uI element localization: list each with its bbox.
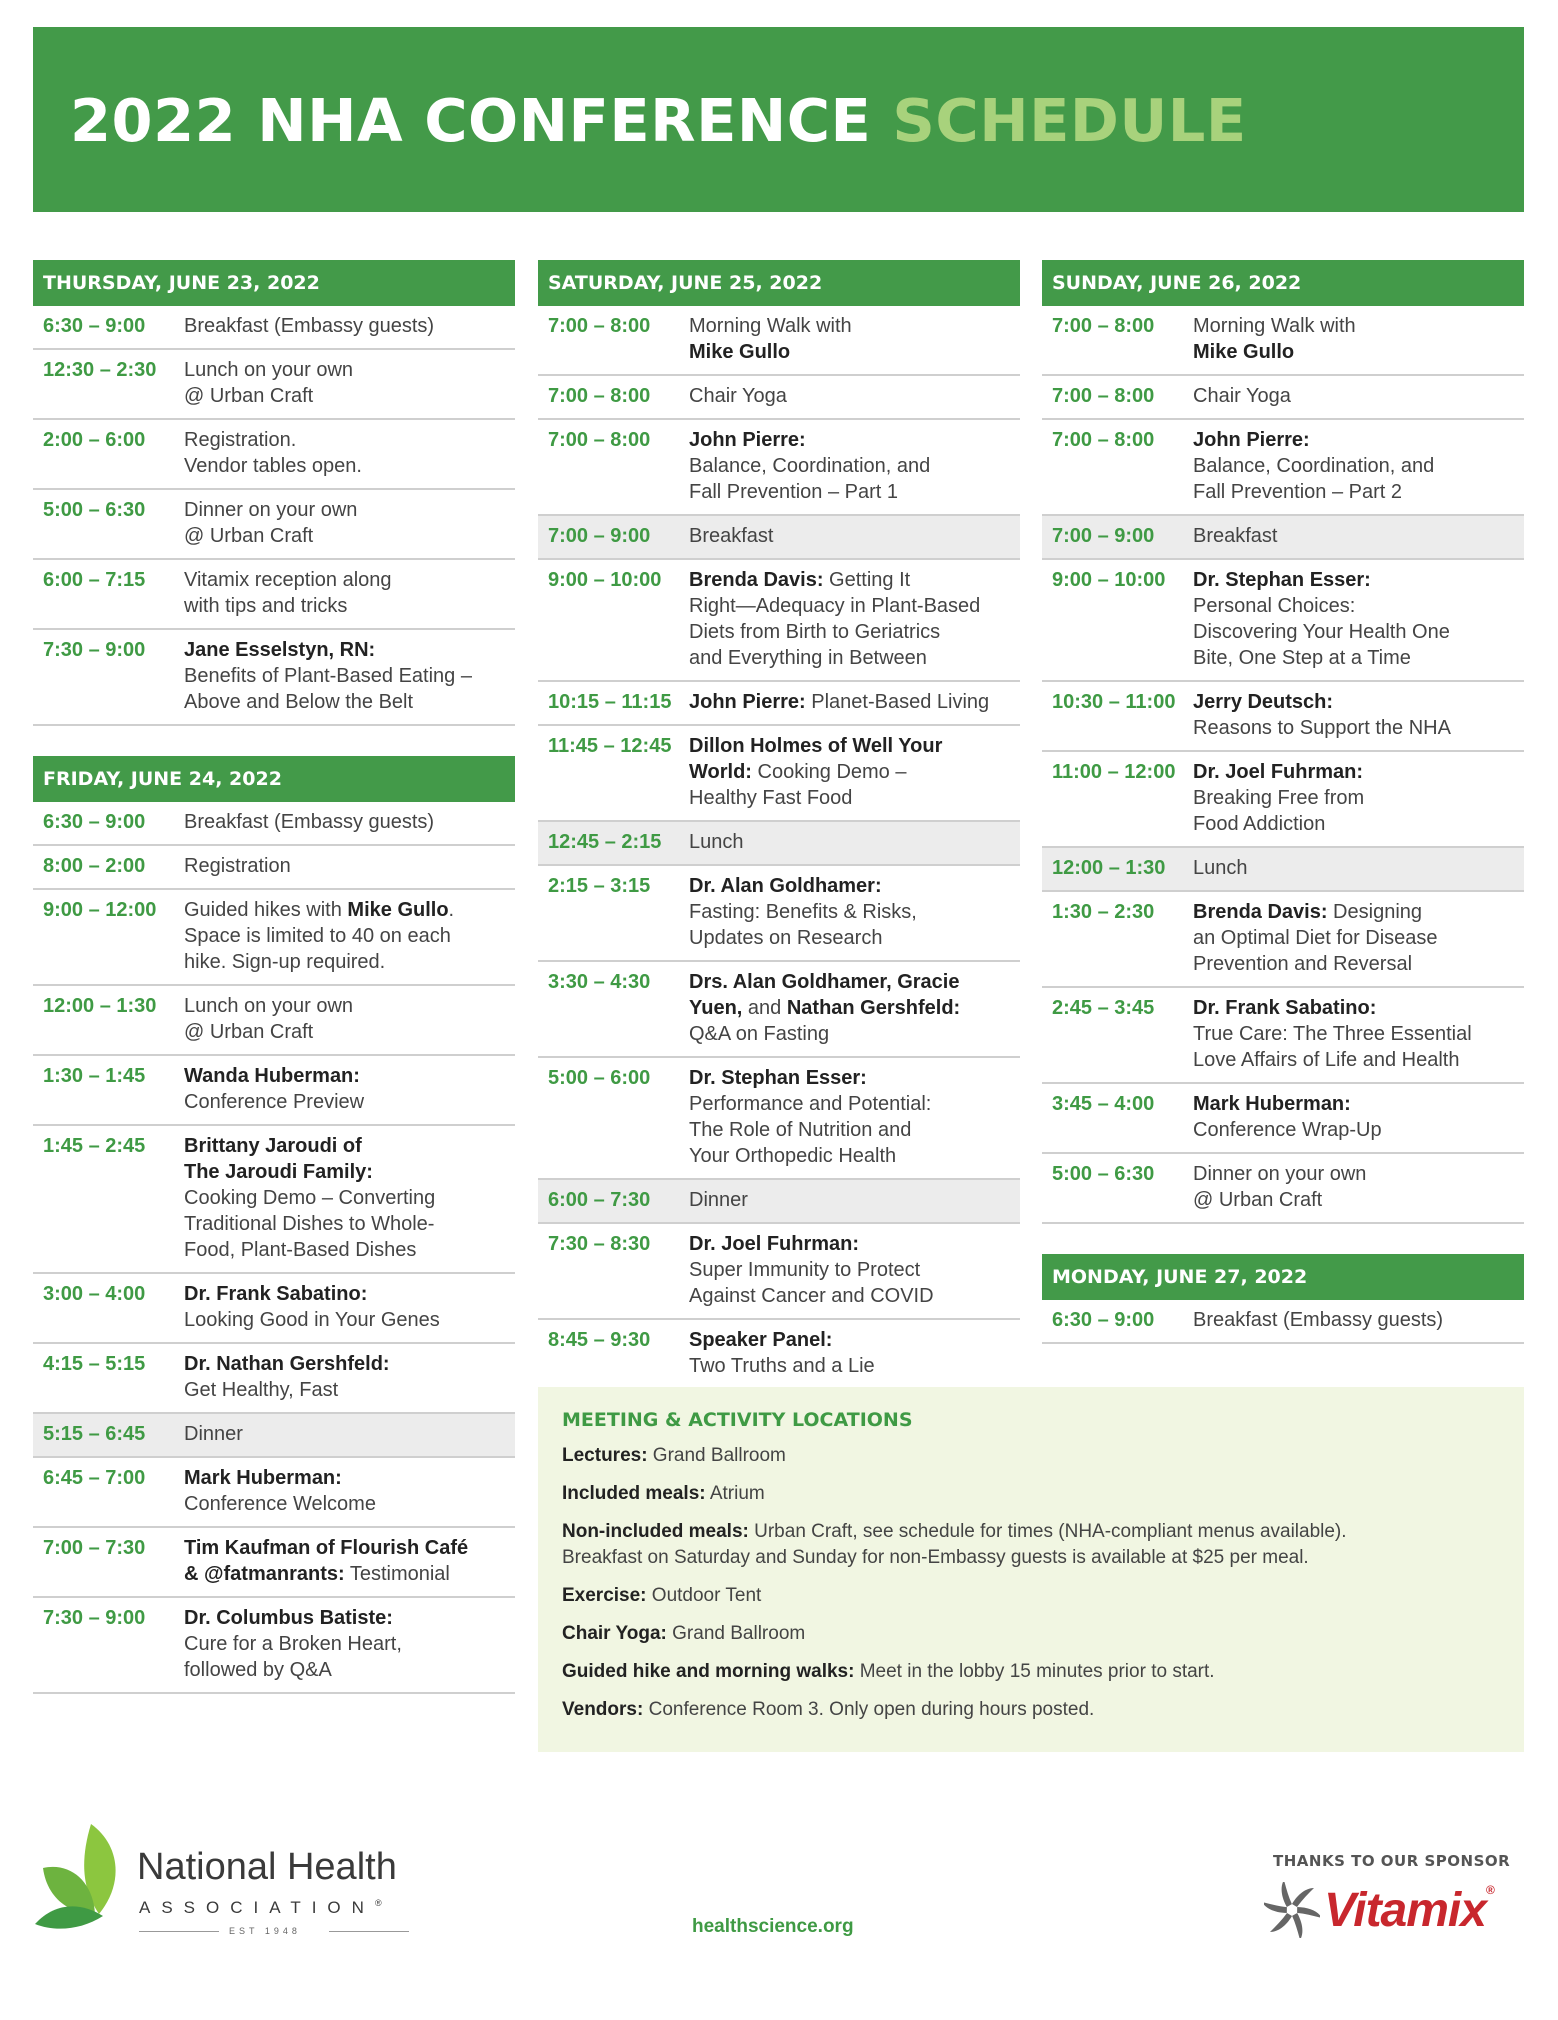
schedule-row xyxy=(33,1126,515,1274)
row-event xyxy=(184,897,515,975)
row-time: 10:30 – 11:00 xyxy=(1052,691,1176,713)
column-middle xyxy=(538,260,1020,1390)
row-event xyxy=(184,1281,515,1333)
speaker-name: Mark Huberman: xyxy=(1193,1093,1351,1115)
row-time: 6:00 – 7:15 xyxy=(43,569,146,591)
row-time: 6:30 – 9:00 xyxy=(43,315,146,337)
vitamix-swirl-icon xyxy=(1264,1882,1320,1938)
schedule-row xyxy=(538,306,1020,376)
speaker-name: Brenda Davis: xyxy=(1193,901,1328,923)
row-event xyxy=(689,1327,1020,1379)
row-time: 12:00 – 1:30 xyxy=(43,995,157,1017)
location-label: Non-included meals: xyxy=(562,1521,749,1542)
row-event xyxy=(184,1351,515,1403)
row-event xyxy=(184,1535,515,1587)
row-event: Dinner xyxy=(184,1423,243,1445)
row-time: 1:30 – 1:45 xyxy=(43,1065,146,1087)
row-event: Breakfast (Embassy guests) xyxy=(184,811,435,833)
schedule-row xyxy=(538,1180,1020,1224)
speaker-name: Jane Esselstyn, RN: xyxy=(184,639,376,661)
schedule-row xyxy=(538,376,1020,420)
day-header-saturday: SATURDAY, JUNE 25, 2022 xyxy=(538,260,1020,306)
row-event xyxy=(689,567,1020,671)
row-time: 1:30 – 2:30 xyxy=(1052,901,1155,923)
speaker-name: John Pierre: xyxy=(689,691,806,713)
speaker-name: Brittany Jaroudi of The Jaroudi Family: xyxy=(184,1135,373,1183)
row-time: 12:00 – 1:30 xyxy=(1052,857,1166,879)
row-time: 6:45 – 7:00 xyxy=(43,1467,146,1489)
session-title: Q&A on Fasting xyxy=(689,1023,830,1045)
row-time: 5:15 – 6:45 xyxy=(43,1423,146,1445)
row-event xyxy=(1193,689,1524,741)
location-text: Atrium xyxy=(705,1483,765,1504)
nha-association-word: ASSOCIATION xyxy=(139,1898,375,1917)
location-text: Outdoor Tent xyxy=(646,1585,762,1606)
schedule-row xyxy=(33,1458,515,1528)
schedule-row xyxy=(33,1528,515,1598)
speaker-name: Dr. Frank Sabatino: xyxy=(1193,997,1377,1019)
session-title: Conference Welcome xyxy=(184,1493,376,1515)
registered-mark: ® xyxy=(374,1898,382,1908)
row-event: Dinner on your own @ Urban Craft xyxy=(184,499,358,547)
thursday-rows xyxy=(33,306,515,726)
row-event: Breakfast xyxy=(689,525,774,547)
speaker-name: Jerry Deutsch: xyxy=(1193,691,1334,713)
location-label: Included meals: xyxy=(562,1483,706,1504)
session-title: Getting It Right—Adequacy in Plant-Based Diets from Birth to Geriatrics and Everything in Between xyxy=(689,569,981,669)
location-item xyxy=(562,1443,1500,1469)
schedule-row xyxy=(1042,516,1524,560)
speaker-name: John Pierre: xyxy=(1193,429,1310,451)
row-time: 9:00 – 12:00 xyxy=(43,899,157,921)
row-time: 9:00 – 10:00 xyxy=(548,569,662,591)
row-event xyxy=(689,733,1020,811)
row-event: Registration xyxy=(184,855,291,877)
row-event xyxy=(184,1605,515,1683)
row-event: Breakfast (Embassy guests) xyxy=(1193,1309,1444,1331)
session-title: Two Truths and a Lie xyxy=(689,1355,875,1377)
schedule-row xyxy=(33,350,515,420)
session-text: and xyxy=(742,997,787,1019)
sunday-rows xyxy=(1042,306,1524,1224)
schedule-row xyxy=(1042,988,1524,1084)
schedule-row xyxy=(33,846,515,890)
speaker-name: John Pierre: xyxy=(689,429,806,451)
title-part-1: 2022 NHA CONFERENCE xyxy=(70,86,872,155)
schedule-row xyxy=(1042,848,1524,892)
location-label: Vendors: xyxy=(562,1699,644,1720)
row-time: 7:00 – 9:00 xyxy=(548,525,651,547)
row-time: 7:00 – 8:00 xyxy=(1052,385,1155,407)
sponsor-name: Vitamix xyxy=(1324,1884,1486,1937)
speaker-name: Dr. Alan Goldhamer: xyxy=(689,875,882,897)
session-title: Benefits of Plant-Based Eating – Above and Below the Belt xyxy=(184,665,472,713)
location-item xyxy=(562,1583,1500,1609)
schedule-row xyxy=(538,1058,1020,1180)
row-time: 5:00 – 6:30 xyxy=(43,499,146,521)
speaker-name: Dr. Frank Sabatino: xyxy=(184,1283,368,1305)
row-time: 7:30 – 9:00 xyxy=(43,639,146,661)
day-header-sunday: SUNDAY, JUNE 26, 2022 xyxy=(1042,260,1524,306)
row-event: Lunch on your own @ Urban Craft xyxy=(184,995,354,1043)
row-time: 7:00 – 8:00 xyxy=(548,315,651,337)
column-left xyxy=(33,260,515,1694)
row-event xyxy=(689,1065,1020,1169)
location-text: Meet in the lobby 15 minutes prior to start. xyxy=(854,1661,1215,1682)
session-title: Performance and Potential: The Role of Nutrition and Your Orthopedic Health xyxy=(689,1093,932,1167)
row-time: 9:00 – 10:00 xyxy=(1052,569,1166,591)
schedule-row xyxy=(1042,682,1524,752)
session-title: Conference Preview xyxy=(184,1091,365,1113)
nha-association xyxy=(139,1898,382,1918)
row-time: 11:00 – 12:00 xyxy=(1052,761,1176,783)
row-time: 8:00 – 2:00 xyxy=(43,855,146,877)
row-event xyxy=(1193,567,1524,671)
day-header-thursday: THURSDAY, JUNE 23, 2022 xyxy=(33,260,515,306)
location-label: Chair Yoga: xyxy=(562,1623,667,1644)
schedule-row xyxy=(1042,1084,1524,1154)
session-title: Personal Choices: Discovering Your Health One Bite, One Step at a Time xyxy=(1193,595,1450,669)
schedule-row xyxy=(33,1274,515,1344)
vitamix-logo xyxy=(1264,1880,1526,1940)
schedule-row xyxy=(33,560,515,630)
divider xyxy=(139,1931,219,1932)
session-text: Morning Walk with xyxy=(689,315,852,337)
row-event xyxy=(1193,759,1524,837)
session-title: Balance, Coordination, and Fall Prevention – Part 2 xyxy=(1193,455,1435,503)
row-event: Lunch xyxy=(1193,857,1248,879)
speaker-name: Mike Gullo xyxy=(1193,341,1295,363)
row-time: 7:30 – 8:30 xyxy=(548,1233,651,1255)
session-title: True Care: The Three Essential Love Affairs of Life and Health xyxy=(1193,1023,1472,1071)
schedule-row xyxy=(1042,420,1524,516)
location-text: Grand Ballroom xyxy=(647,1445,786,1466)
row-event xyxy=(1193,313,1524,365)
speaker-name: Mark Huberman: xyxy=(184,1467,342,1489)
row-time: 6:30 – 9:00 xyxy=(43,811,146,833)
session-title: Cure for a Broken Heart, followed by Q&A xyxy=(184,1633,402,1681)
session-title: Planet-Based Living xyxy=(805,691,990,713)
title-banner xyxy=(33,27,1524,212)
schedule-row xyxy=(538,962,1020,1058)
row-event: Dinner xyxy=(689,1189,748,1211)
speaker-name: Mike Gullo xyxy=(347,899,449,921)
row-event xyxy=(689,1231,1020,1309)
schedule-row xyxy=(1042,560,1524,682)
speaker-name: Wanda Huberman: xyxy=(184,1065,360,1087)
schedule-row xyxy=(538,516,1020,560)
row-event xyxy=(184,1133,515,1263)
monday-rows xyxy=(1042,1300,1524,1344)
row-event: Dinner on your own @ Urban Craft xyxy=(1193,1163,1367,1211)
row-time: 7:00 – 8:00 xyxy=(1052,315,1155,337)
row-event: Chair Yoga xyxy=(1193,385,1291,407)
speaker-name: Dr. Joel Fuhrman: xyxy=(1193,761,1364,783)
title-part-2: SCHEDULE xyxy=(892,86,1247,155)
schedule-row xyxy=(33,490,515,560)
row-time: 3:30 – 4:30 xyxy=(548,971,651,993)
schedule-row xyxy=(33,890,515,986)
location-text: Grand Ballroom xyxy=(666,1623,806,1644)
session-title: Reasons to Support the NHA xyxy=(1193,717,1451,739)
row-event xyxy=(1193,427,1524,505)
schedule-row xyxy=(538,1224,1020,1320)
row-event: Lunch xyxy=(689,831,744,853)
session-title: Cooking Demo – Healthy Fast Food xyxy=(689,761,907,809)
schedule-row xyxy=(538,420,1020,516)
speaker-name: Brenda Davis: xyxy=(689,569,824,591)
row-time: 3:00 – 4:00 xyxy=(43,1283,146,1305)
location-label: Guided hike and morning walks: xyxy=(562,1661,855,1682)
registered-mark: ® xyxy=(1485,1883,1494,1897)
row-event xyxy=(1193,995,1524,1073)
row-event: Breakfast (Embassy guests) xyxy=(184,315,435,337)
divider xyxy=(329,1931,409,1932)
schedule-row xyxy=(538,1320,1020,1390)
row-time: 6:00 – 7:30 xyxy=(548,1189,651,1211)
location-item xyxy=(562,1697,1500,1723)
location-label: Exercise: xyxy=(562,1585,647,1606)
row-event: Registration. Vendor tables open. xyxy=(184,429,362,477)
schedule-row xyxy=(1042,752,1524,848)
schedule-row xyxy=(33,802,515,846)
session-title: Designing an Optimal Diet for Disease Prevention and Reversal xyxy=(1193,901,1438,975)
row-time: 7:00 – 7:30 xyxy=(43,1537,146,1559)
row-time: 10:15 – 11:15 xyxy=(548,691,672,713)
schedule-row xyxy=(1042,306,1524,376)
session-title: Super Immunity to Protect Against Cancer and COVID xyxy=(689,1259,934,1307)
location-text: Urban Craft, see schedule for times (NHA-compliant menus available). Breakfast on Saturday and Sunday for non-Embassy guests is available at $25 per meal. xyxy=(562,1521,1347,1568)
row-time: 7:00 – 8:00 xyxy=(548,385,651,407)
location-item xyxy=(562,1659,1500,1685)
schedule-row xyxy=(1042,1154,1524,1224)
schedule-row xyxy=(33,306,515,350)
row-time: 12:30 – 2:30 xyxy=(43,359,157,381)
speaker-name: Mike Gullo xyxy=(689,341,791,363)
schedule-row xyxy=(33,630,515,726)
row-event xyxy=(1193,1091,1524,1143)
day-header-monday: MONDAY, JUNE 27, 2022 xyxy=(1042,1254,1524,1300)
speaker-name: Speaker Panel: xyxy=(689,1329,833,1351)
speaker-name: Dillon Holmes of Well Your World: xyxy=(689,735,943,783)
schedule-row xyxy=(538,726,1020,822)
schedule-row xyxy=(33,1598,515,1694)
row-event xyxy=(689,689,1020,715)
session-title: Fasting: Benefits & Risks, Updates on Research xyxy=(689,901,917,949)
location-item xyxy=(562,1621,1500,1647)
row-event xyxy=(184,637,515,715)
session-title: Cooking Demo – Converting Traditional Dishes to Whole- Food, Plant-Based Dishes xyxy=(184,1187,436,1261)
row-event: Vitamix reception along with tips and tricks xyxy=(184,569,392,617)
row-time: 8:45 – 9:30 xyxy=(548,1329,651,1351)
vitamix-wordmark xyxy=(1324,1883,1494,1938)
speaker-name: Dr. Nathan Gershfeld: xyxy=(184,1353,390,1375)
location-label: Lectures: xyxy=(562,1445,648,1466)
row-time: 3:45 – 4:00 xyxy=(1052,1093,1155,1115)
session-title: Balance, Coordination, and Fall Prevention – Part 1 xyxy=(689,455,931,503)
row-time: 5:00 – 6:30 xyxy=(1052,1163,1155,1185)
row-event xyxy=(184,1465,515,1517)
schedule-row xyxy=(538,866,1020,962)
locations-panel xyxy=(538,1387,1524,1752)
nha-name: National Health xyxy=(137,1846,397,1888)
row-event: Lunch on your own @ Urban Craft xyxy=(184,359,354,407)
schedule-row xyxy=(1042,892,1524,988)
speaker-name: Dr. Stephan Esser: xyxy=(689,1067,867,1089)
schedule-row xyxy=(538,822,1020,866)
row-time: 2:15 – 3:15 xyxy=(548,875,651,897)
row-event xyxy=(689,969,1020,1047)
schedule-row xyxy=(538,682,1020,726)
locations-title: MEETING & ACTIVITY LOCATIONS xyxy=(562,1409,913,1431)
speaker-name: Dr. Stephan Esser: xyxy=(1193,569,1371,591)
nha-logo xyxy=(33,1822,433,1942)
row-time: 2:00 – 6:00 xyxy=(43,429,146,451)
schedule-row xyxy=(1042,376,1524,420)
row-event xyxy=(1193,899,1524,977)
session-text: . Space is limited to 40 on each hike. Sign-up required. xyxy=(184,899,455,973)
row-time: 7:00 – 9:00 xyxy=(1052,525,1155,547)
location-item xyxy=(562,1519,1500,1571)
location-item xyxy=(562,1481,1500,1507)
speaker-name: Tim Kaufman of Flourish Café & @fatmanrants: xyxy=(184,1537,469,1585)
speaker-name: Dr. Columbus Batiste: xyxy=(184,1607,393,1629)
session-title: Testimonial xyxy=(344,1563,450,1585)
row-event: Breakfast xyxy=(1193,525,1278,547)
sponsor-label: THANKS TO OUR SPONSOR xyxy=(1273,1852,1511,1870)
session-text: Guided hikes with xyxy=(184,899,348,921)
row-event xyxy=(184,1063,515,1115)
website-link[interactable]: healthscience.org xyxy=(692,1916,854,1937)
row-time: 7:00 – 8:00 xyxy=(548,429,651,451)
location-text: Conference Room 3. Only open during hours posted. xyxy=(643,1699,1095,1720)
session-title: Get Healthy, Fast xyxy=(184,1379,339,1401)
row-time: 7:00 – 8:00 xyxy=(1052,429,1155,451)
row-time: 7:30 – 9:00 xyxy=(43,1607,146,1629)
page-title xyxy=(70,86,1247,155)
session-title: Looking Good in Your Genes xyxy=(184,1309,440,1331)
session-title: Conference Wrap-Up xyxy=(1193,1119,1382,1141)
day-header-friday: FRIDAY, JUNE 24, 2022 xyxy=(33,756,515,802)
row-time: 5:00 – 6:00 xyxy=(548,1067,651,1089)
row-time: 11:45 – 12:45 xyxy=(548,735,672,757)
row-time: 1:45 – 2:45 xyxy=(43,1135,146,1157)
friday-rows xyxy=(33,802,515,1694)
row-event xyxy=(689,313,1020,365)
session-title: Breaking Free from Food Addiction xyxy=(1193,787,1365,835)
speaker-name: Dr. Joel Fuhrman: xyxy=(689,1233,860,1255)
row-time: 6:30 – 9:00 xyxy=(1052,1309,1155,1331)
row-event: Chair Yoga xyxy=(689,385,787,407)
row-event xyxy=(689,873,1020,951)
schedule-row xyxy=(33,986,515,1056)
schedule-row xyxy=(33,1056,515,1126)
column-right xyxy=(1042,260,1524,1344)
schedule-row xyxy=(33,1414,515,1458)
schedule-row xyxy=(33,1344,515,1414)
row-time: 12:45 – 2:15 xyxy=(548,831,662,853)
row-time: 2:45 – 3:45 xyxy=(1052,997,1155,1019)
leaf-icon xyxy=(33,1822,133,1932)
row-time: 4:15 – 5:15 xyxy=(43,1353,146,1375)
saturday-rows xyxy=(538,306,1020,1390)
speaker-name: Drs. Alan Goldhamer, Gracie Yuen, xyxy=(689,971,960,1019)
schedule-row xyxy=(33,420,515,490)
row-event xyxy=(689,427,1020,505)
speaker-name: Nathan Gershfeld: xyxy=(786,997,961,1019)
session-text: Morning Walk with xyxy=(1193,315,1356,337)
nha-est: EST 1948 xyxy=(229,1926,301,1936)
schedule-row xyxy=(538,560,1020,682)
schedule-row xyxy=(1042,1300,1524,1344)
